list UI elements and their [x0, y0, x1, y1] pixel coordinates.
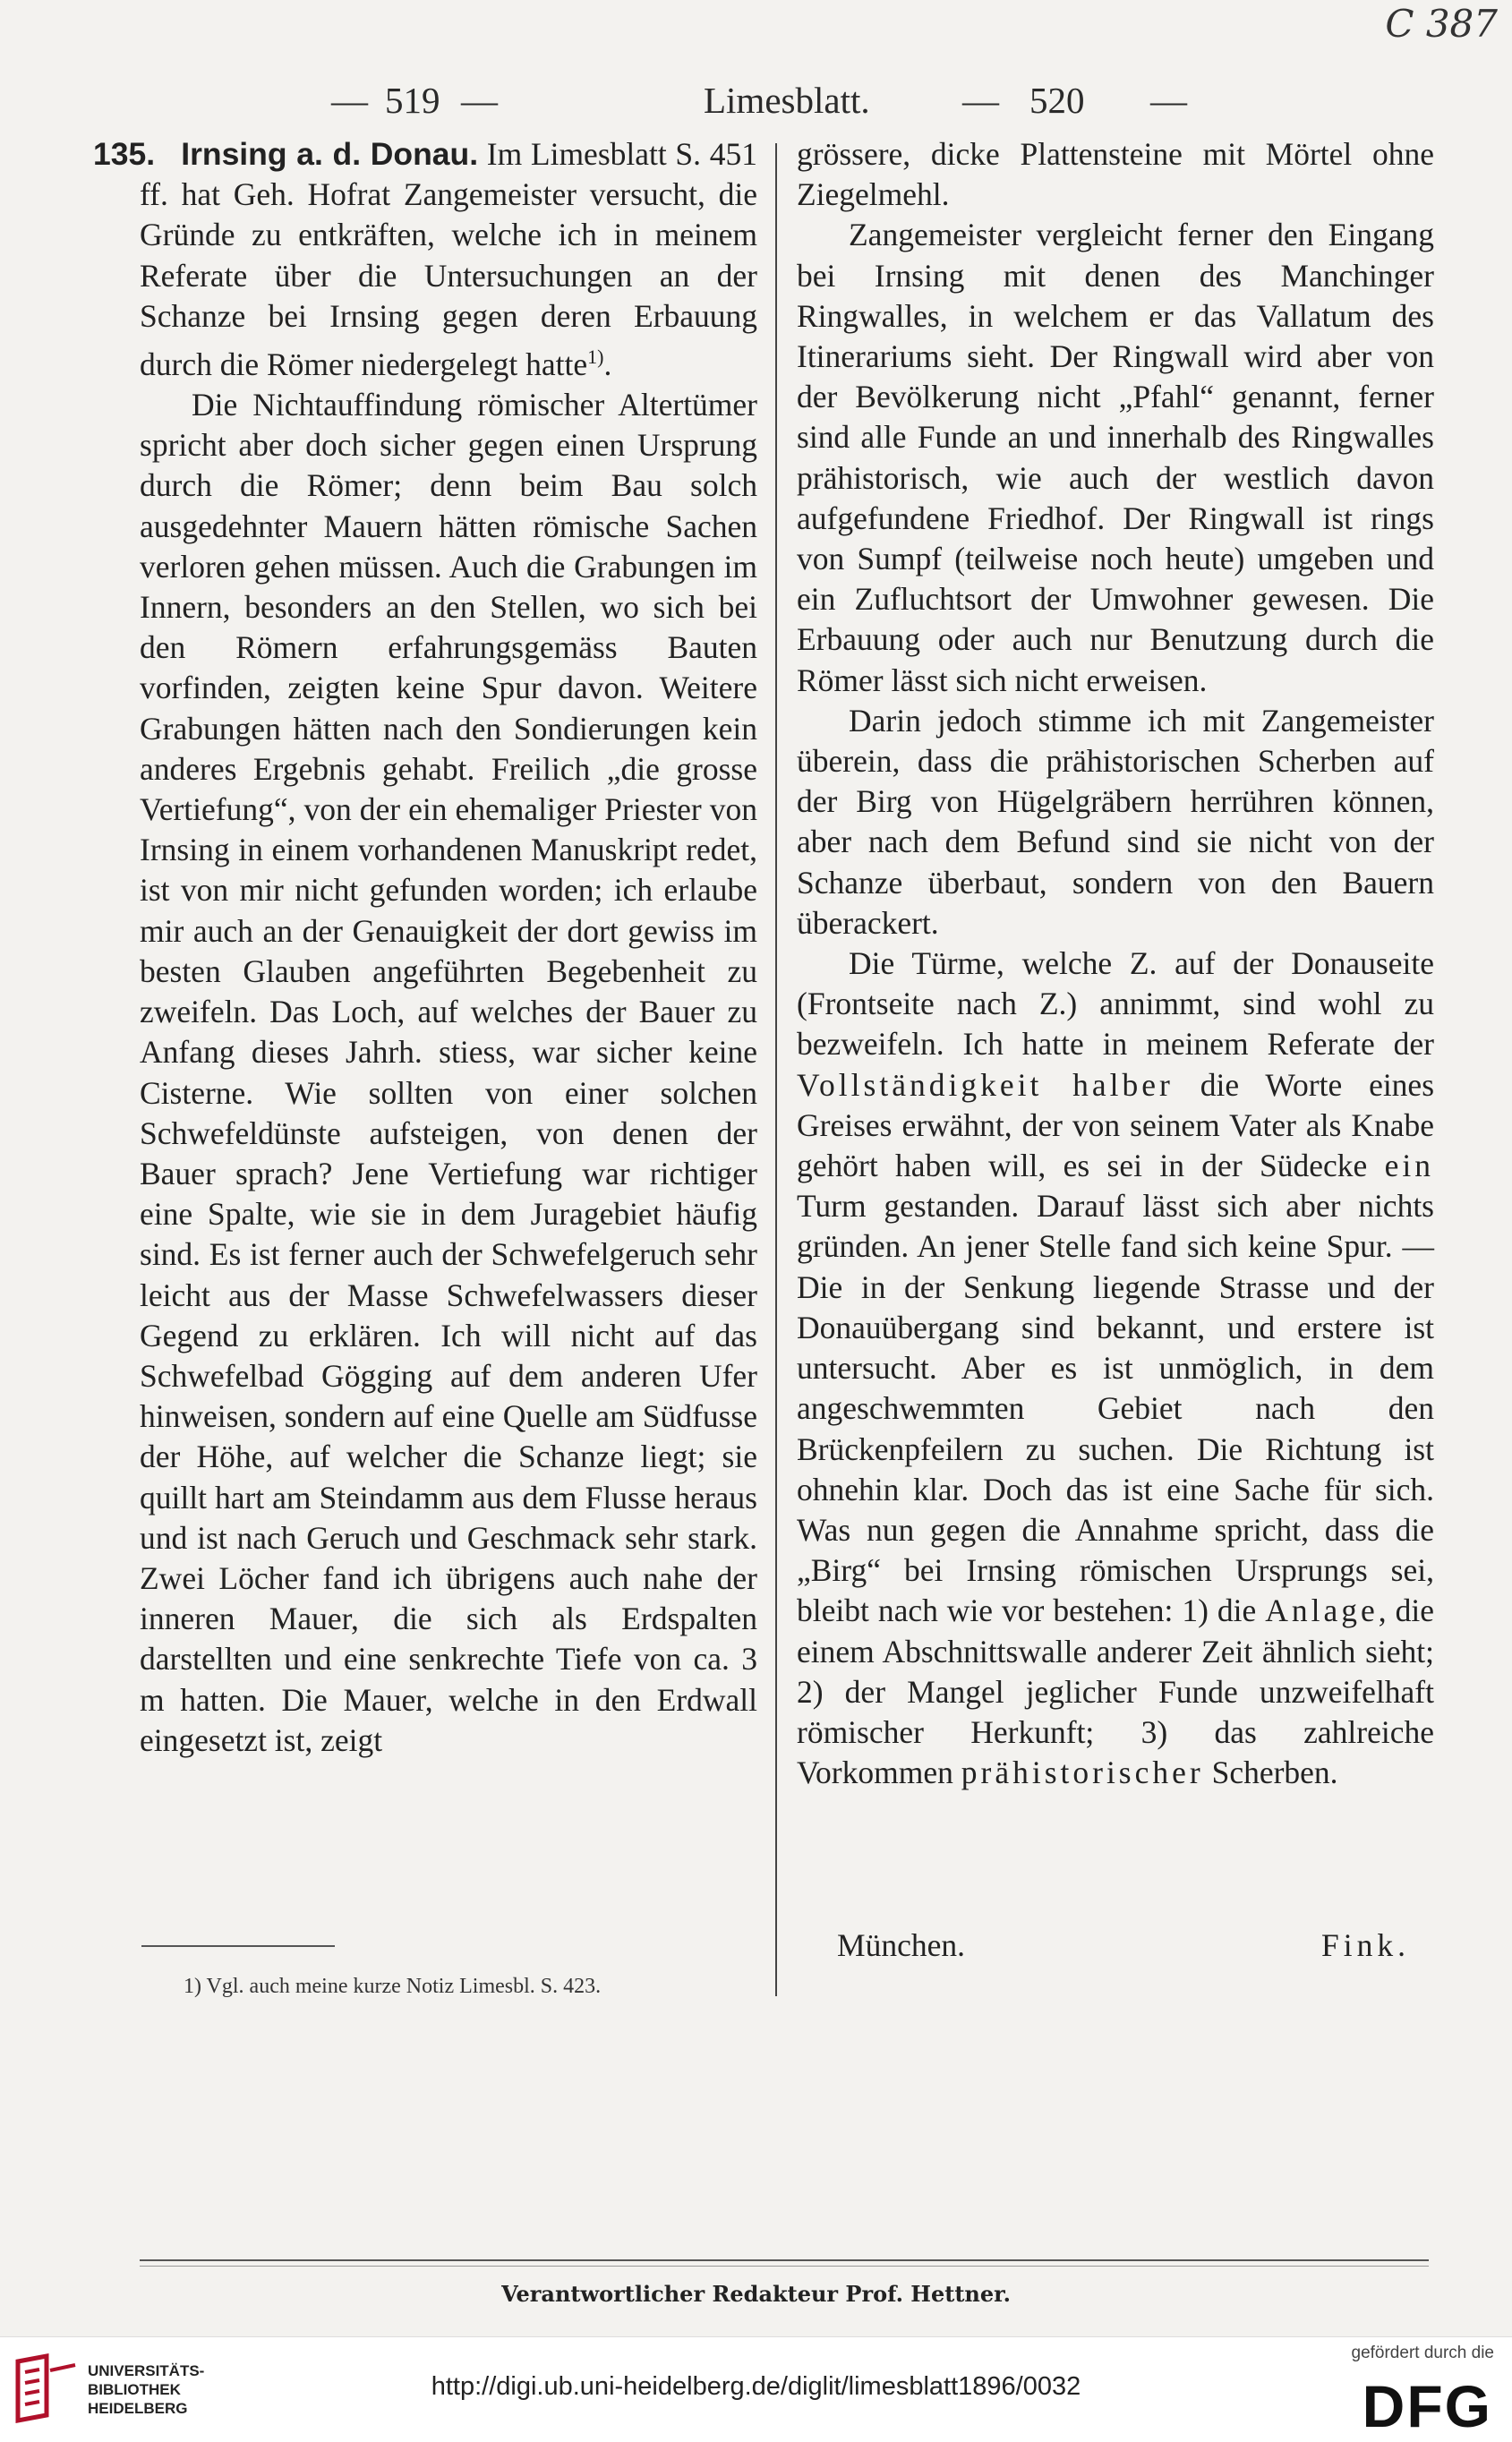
dash: —	[461, 80, 498, 121]
library-name-line: BIBLIOTHEK	[88, 2381, 181, 2398]
left-page-number: 519	[385, 80, 440, 121]
paragraph	[93, 134, 757, 385]
text-run: Die Türme, welche Z. auf der Donauseite (Frontseite nach Z.) annimmt, sind wohl zu bezweifeln. Ich hatte in meinem Referate der	[797, 945, 1434, 1063]
paragraph: grössere, dicke Plattensteine mit Mörtel ohne Ziegelmehl.	[797, 136, 1434, 213]
spaced-emphasis: prähistorischer	[961, 1755, 1204, 1791]
dash: —	[331, 80, 368, 121]
right-page-number: 520	[1029, 80, 1085, 121]
bottom-rule	[140, 2259, 1429, 2261]
paragraph: Die Nichtauffindung römischer Altertümer spricht aber doch sicher gegen einen Ursprung durch die Römer; denn beim Bau solch ausgedehnter Mauern hätten römische Sachen verloren gehen müssen. Auch die Grabungen im Innern, besonders an den Stellen, wo sich bei den Römern erfahrungsgemäss Bauten vorfinden, zeigten keine Spur davon. Weitere Grabungen hätten nach den Sondierungen kein anderes Ergebnis gehabt. Freilich „die grosse Vertiefung“, von der ein ehemaliger Priester von Irnsing in einem vorhandenen Manuskript redet, ist von mir nicht gefunden worden; ich erlaube mir auch an der Genauigkeit der dort gewiss im besten Glauben angeführten Begebenheit zu zweifeln. Das Loch, auf welches der Bauer zu Anfang dieses Jahrh. stiess, war sicher keine Cisterne. Wie sollten von einer solchen Schwefeldünste aufsteigen, von denen der Bauer sprach? Jene Vertiefung war richtiger eine Spalte, wie sie in dem Juragebiet häufig sind. Es ist ferner auch der Schwefelgeruch sehr leicht aus der Masse Schwefelwassers dieser Gegend zu erklären. Ich will nicht auf das Schwefelbad Gögging auf dem anderen Ufer hinweisen, sondern auf eine Quelle am Südfusse der Höhe, auf welcher die Schanze liegt; sie quillt hart am Steindamm aus dem Flusse heraus und ist nach Geruch und Geschmack sehr stark. Zwei Löcher fand ich übrigens auch nahe der inneren Mauer, die sich als Erdspalten darstellten und eine senkrechte Tiefe von ca. 3 m hatten. Die Mauer, welche in den Erdwall eingesetzt ist, zeigt	[140, 387, 757, 1758]
spaced-emphasis: Vollständigkeit halber	[797, 1066, 1174, 1103]
dash: —	[1150, 80, 1187, 121]
left-column	[93, 134, 757, 1761]
library-name-line: HEIDELBERG	[88, 2400, 188, 2417]
spaced-emphasis: Anlage	[1265, 1592, 1379, 1629]
text-run: die Worte eines Greises erwähnt, der von seinem Vater als Knabe gehört haben will, es sei in der Südecke	[797, 1066, 1435, 1184]
paragraph: Darin jedoch stimme ich mit Zangemeister überein, dass die prähistorischen Scherben auf der Birg von Hügelgräbern herrühren können, aber nach dem Befund sind sie nicht von der Schanze überbaut, sondern von den Bauern überackert.	[797, 702, 1434, 941]
entry-number: 135.	[93, 136, 156, 172]
dash: —	[962, 80, 999, 121]
archive-corner-mark: C 387	[1385, 2, 1498, 46]
paragraph-text: Im Limesblatt S. 451 ff. hat Geh. Hofrat Zangemeister versucht, die Gründe zu entkräften, welche ich in meinem Referate über die Untersuchungen an der Schanze bei Irnsing gegen deren Erbauung durch die Römer niedergelegt hatte	[140, 136, 757, 382]
paragraph: Zangemeister vergleicht ferner den Eingang bei Irnsing mit denen des Manchinger Ringwalles, in welchem er das Vallatum des Itinerariums sieht. Der Ringwall wird aber von der Bevölkerung nicht „Pfahl“ genannt, ferner sind alle Funde an und innerhalb des Ringwalles prähistorisch, wie auch der westlich davon aufgefundene Friedhof. Der Ringwall ist rings von Sumpf (teilweise noch heute) umgeben und ein Zufluchtsort der Umwohner gewesen. Die Erbauung oder auch nur Benutzung durch die Römer lässt sich nicht erweisen.	[797, 217, 1434, 698]
entry-heading: Irnsing a. d. Donau.	[181, 136, 479, 172]
bottom-rule-thin	[140, 2266, 1429, 2267]
paragraph	[797, 944, 1434, 1793]
library-name-line: UNIVERSITÄTS-	[88, 2362, 205, 2379]
spaced-emphasis: ein	[1384, 1148, 1434, 1184]
column-divider	[775, 143, 777, 1996]
text-run: Turm gestanden. Darauf lässt sich aber nichts gründen. An jener Stelle fand sich keine Spur. — Die in der Senkung liegende Strasse und der Donauübergang sind bekannt, und erstere ist untersucht. Aber es ist unmöglich, in dem angeschwemmten Gebiet nach den Brückenpfeilern zu suchen. Die Richtung ist ohnehin klar. Doch das ist eine Sache für sich. Was nun gegen die Annahme spricht, dass die „Birg“ bei Irnsing römischen Ursprungs sei, bleibt nach wie vor bestehen: 1) die	[797, 1188, 1434, 1629]
dfg-logo: DFG	[1362, 2373, 1492, 2439]
footnote: 1) Vgl. auch meine kurze Notiz Limesbl. S. 423.	[184, 1975, 602, 1998]
journal-title: Limesblatt.	[704, 80, 870, 121]
footnote-ref: 1)	[587, 346, 604, 369]
running-head	[152, 79, 1432, 132]
text-run: , die einem Abschnittswalle anderer Zeit ähnlich sieht; 2) der Mangel jeglicher Funde unzweifelhaft römischer Herkunft; 3) das zahlreiche Vorkommen	[797, 1592, 1434, 1791]
signature-line	[837, 1926, 1410, 1968]
editor-line: Verantwortlicher Redakteur Prof. Hettner.	[501, 2281, 1011, 2307]
paragraph-end: .	[603, 346, 612, 382]
signature-place: München.	[837, 1927, 965, 1963]
right-column	[797, 134, 1434, 1793]
text-run: Scherben.	[1203, 1755, 1338, 1791]
signature-name: Fink.	[1321, 1927, 1410, 1963]
footnote-rule	[141, 1945, 335, 1947]
source-url-link[interactable]: http://digi.ub.uni-heidelberg.de/diglit/limesblatt1896/0032	[431, 2372, 1081, 2401]
funded-by-label: gefördert durch die	[1351, 2344, 1494, 2362]
